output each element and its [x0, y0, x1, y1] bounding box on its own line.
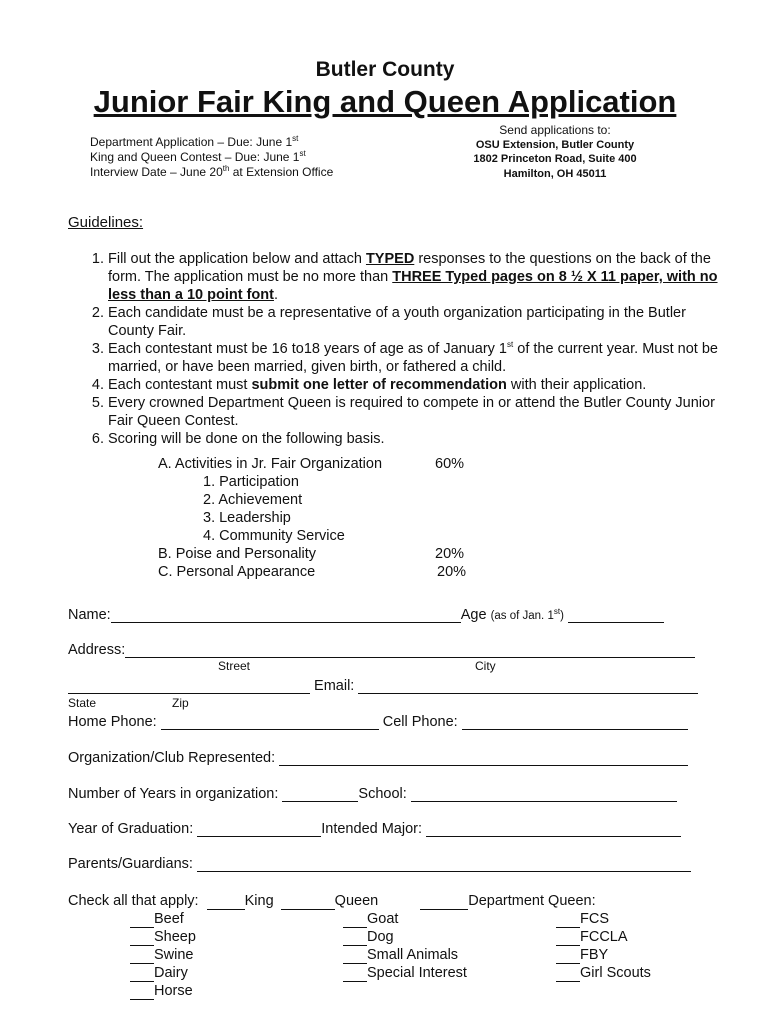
- parents-field[interactable]: [197, 857, 691, 872]
- send-org: OSU Extension, Butler County: [475, 138, 635, 151]
- dept-queen-option: Department Queen:: [468, 893, 596, 909]
- graduation-field[interactable]: [197, 822, 321, 837]
- score-a-label: A. Activities in Jr. Fair Organization: [158, 456, 383, 472]
- check-item[interactable]: Dairy: [130, 964, 196, 982]
- dept-application-due: Department Application – Due: June 1st: [90, 134, 299, 149]
- name-field[interactable]: [111, 608, 461, 623]
- county-heading: Butler County: [315, 58, 455, 81]
- score-a-sub: 1. Participation: [203, 474, 299, 490]
- check-item[interactable]: Swine: [130, 946, 196, 964]
- check-label: Check all that apply:: [68, 893, 199, 909]
- parents-row: [68, 856, 691, 872]
- major-field[interactable]: [426, 822, 681, 837]
- check-column-2: [343, 910, 467, 982]
- due-dates-block: [90, 135, 333, 180]
- guideline-3: 3. Each contestant must be 16 to18 years of age as of January 1st of the current year. Must not be married, or have been married, given birth, or fathered a child.: [108, 340, 720, 376]
- guidelines-heading: Guidelines:: [68, 214, 144, 231]
- age-label: Age: [460, 607, 487, 623]
- years-school-row: [68, 786, 677, 802]
- check-item[interactable]: Dog: [343, 928, 467, 946]
- street-caption: Street: [218, 659, 251, 673]
- age-field[interactable]: [568, 608, 664, 623]
- check-column-1: [130, 910, 196, 1000]
- parents-label: Parents/Guardians:: [68, 856, 193, 872]
- years-label: Number of Years in organization:: [68, 786, 279, 802]
- queen-blank[interactable]: [281, 896, 335, 910]
- school-field[interactable]: [411, 787, 677, 802]
- home-phone-field[interactable]: [161, 715, 379, 730]
- score-c-label: C. Personal Appearance: [158, 564, 316, 580]
- name-label: Name:: [68, 607, 111, 623]
- email-label: Email:: [314, 678, 355, 694]
- score-a-sub: 2. Achievement: [203, 492, 303, 508]
- state-zip-field[interactable]: [68, 679, 310, 694]
- score-a-pct: 60%: [435, 456, 465, 472]
- send-label: Send applications to:: [499, 123, 611, 137]
- organization-row: [68, 750, 688, 766]
- years-field[interactable]: [282, 787, 358, 802]
- send-street: 1802 Princeton Road, Suite 400: [473, 153, 637, 165]
- send-city: Hamilton, OH 45011: [503, 167, 607, 180]
- cell-phone-field[interactable]: [462, 715, 688, 730]
- phone-row: [68, 714, 688, 730]
- graduation-major-row: [68, 821, 681, 837]
- address-label: Address:: [68, 642, 126, 658]
- zip-caption: Zip: [172, 696, 189, 710]
- check-item[interactable]: Sheep: [130, 928, 196, 946]
- email-field[interactable]: [358, 679, 698, 694]
- guideline-2: 2. Each candidate must be a representative of a youth organization participating in the Butler County Fair.: [108, 304, 720, 340]
- send-address-block: [440, 123, 670, 181]
- page-title: Junior Fair King and Queen Application: [93, 84, 677, 119]
- interview-date: Interview Date – June 20th at Extension Office: [90, 164, 334, 179]
- guideline-4: 4. Each contestant must submit one letter of recommendation with their application.: [108, 376, 720, 394]
- state-caption: State: [68, 696, 97, 710]
- address-row: [68, 642, 695, 658]
- name-row: [68, 607, 664, 623]
- contest-due: King and Queen Contest – Due: June 1st: [90, 149, 306, 164]
- check-row: [68, 892, 596, 910]
- check-column-3: [556, 910, 651, 982]
- check-item[interactable]: Horse: [130, 982, 196, 1000]
- check-item[interactable]: FCS: [556, 910, 651, 928]
- organization-field[interactable]: [279, 751, 688, 766]
- address-field[interactable]: [125, 643, 695, 658]
- check-item[interactable]: FBY: [556, 946, 651, 964]
- score-a-sub: 4. Community Service: [203, 528, 345, 544]
- check-item[interactable]: Beef: [130, 910, 196, 928]
- check-item[interactable]: Goat: [343, 910, 467, 928]
- cell-phone-label: Cell Phone:: [382, 714, 458, 730]
- city-caption: City: [475, 659, 496, 673]
- dept-queen-blank[interactable]: [420, 896, 468, 910]
- score-b-pct: 20%: [435, 546, 465, 562]
- score-a-sub: 3. Leadership: [203, 510, 291, 526]
- graduation-label: Year of Graduation:: [68, 821, 194, 837]
- check-item[interactable]: Special Interest: [343, 964, 467, 982]
- score-c-pct: 20%: [437, 564, 467, 580]
- age-note: (as of Jan. 1st): [490, 607, 564, 622]
- score-b-label: B. Poise and Personality: [158, 546, 316, 562]
- king-option: King: [244, 893, 274, 909]
- guideline-6: 6. Scoring will be done on the following basis.: [108, 430, 720, 448]
- check-item[interactable]: FCCLA: [556, 928, 651, 946]
- queen-option: Queen: [334, 893, 379, 909]
- check-item[interactable]: Girl Scouts: [556, 964, 651, 982]
- guideline-5: 5. Every crowned Department Queen is required to compete in or attend the Butler County Junior Fair Queen Contest.: [108, 394, 720, 430]
- state-zip-email-row: [68, 678, 698, 694]
- school-label: School:: [358, 786, 407, 802]
- check-item[interactable]: Small Animals: [343, 946, 467, 964]
- home-phone-label: Home Phone:: [68, 714, 157, 730]
- scoring-table: [158, 455, 466, 581]
- organization-label: Organization/Club Represented:: [68, 750, 276, 766]
- guidelines-list: [90, 250, 720, 448]
- major-label: Intended Major:: [321, 821, 423, 837]
- guideline-1: 1. Fill out the application below and attach TYPED responses to the questions on the back of the form. The application must be no more than THREE Typed pages on 8 ½ X 11 paper, with no less than a 10 point font.: [108, 250, 720, 304]
- king-blank[interactable]: [207, 896, 245, 910]
